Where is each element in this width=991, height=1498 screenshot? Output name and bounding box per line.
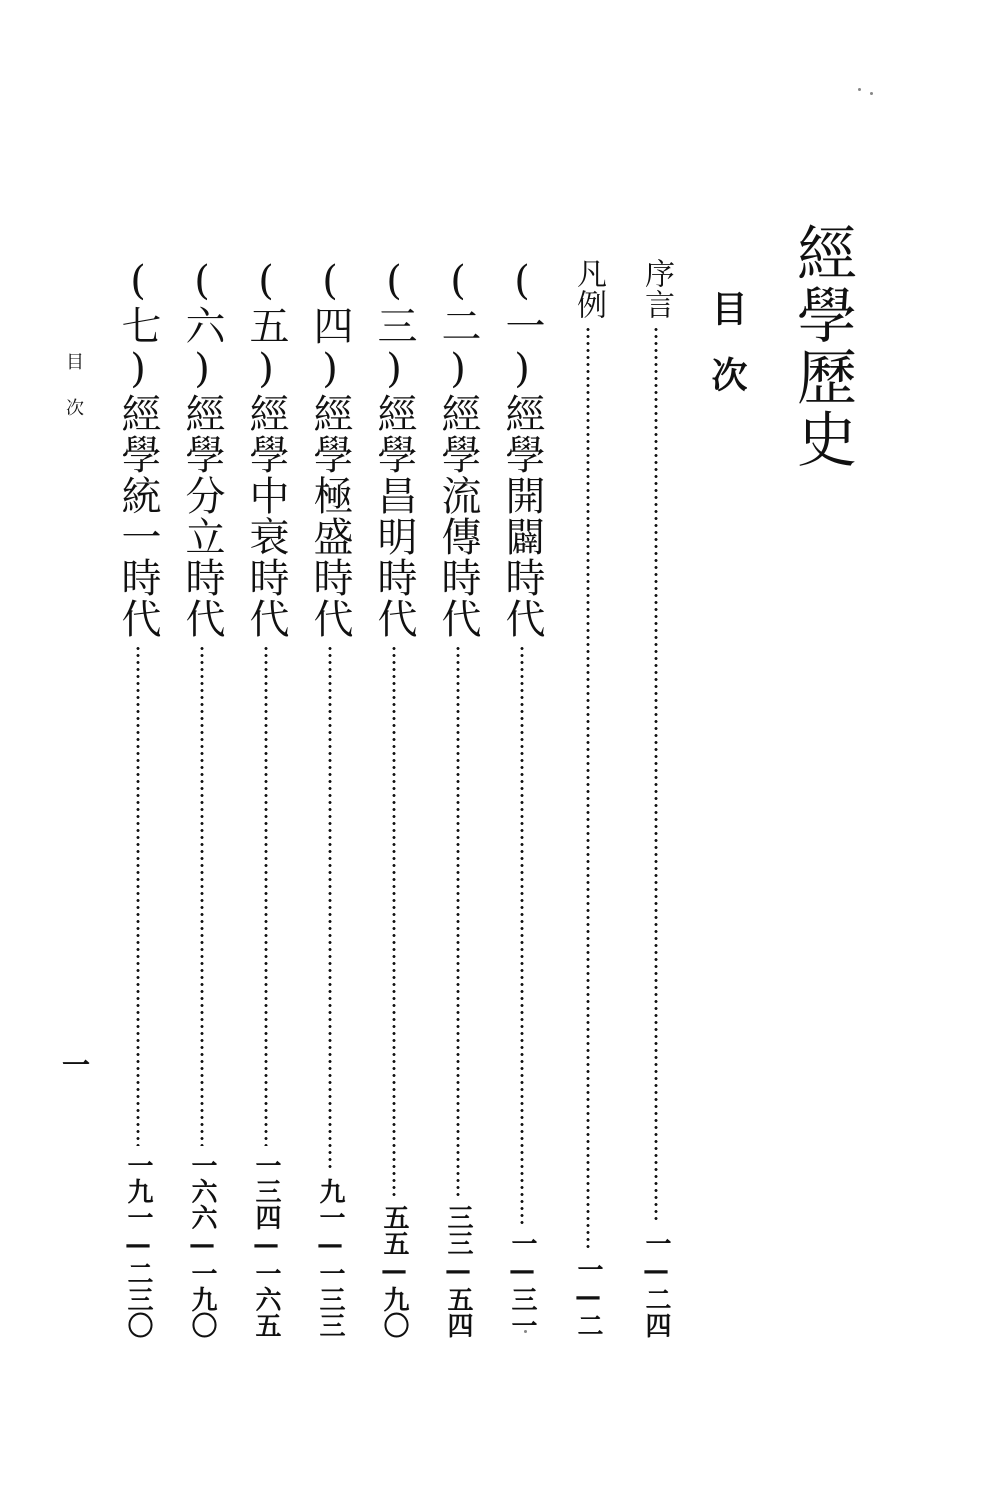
toc-entry-chapter-1[interactable] bbox=[500, 258, 544, 1338]
toc-entry-pages: 一六六—一九〇 bbox=[187, 1152, 217, 1338]
page-number: 一 bbox=[58, 1050, 91, 1078]
toc-entry-label: (五)經學中衰時代 bbox=[243, 258, 289, 639]
toc-entry-label: 凡例 bbox=[571, 258, 606, 320]
toc-entry-pages: 一九一—二三〇 bbox=[123, 1152, 153, 1338]
toc-entry-chapter-3[interactable] bbox=[372, 258, 416, 1338]
toc-entry-chapter-7[interactable] bbox=[116, 258, 160, 1338]
toc-entry-pages: 一—二 bbox=[573, 1256, 603, 1338]
contents-heading: 目次 bbox=[706, 290, 747, 422]
running-head: 目次 bbox=[63, 352, 84, 444]
leader-dots bbox=[264, 645, 268, 1146]
toc-entry-label: (二)經學流傳時代 bbox=[435, 258, 481, 639]
toc-entry-label: (七)經學統一時代 bbox=[115, 258, 161, 639]
scan-speck bbox=[858, 88, 861, 91]
toc-entry-label: (四)經學極盛時代 bbox=[307, 258, 353, 639]
leader-dots bbox=[456, 645, 460, 1198]
toc-entry-pages: 一—三一 bbox=[507, 1230, 537, 1338]
toc-entry-chapter-5[interactable] bbox=[244, 258, 288, 1338]
toc-entry-conventions[interactable] bbox=[566, 258, 610, 1338]
leader-dots bbox=[200, 645, 204, 1146]
toc-entry-pages: 一三四—一六五 bbox=[251, 1152, 281, 1338]
toc-entry-chapter-6[interactable] bbox=[180, 258, 224, 1338]
scan-speck bbox=[870, 92, 873, 95]
toc-entry-preface[interactable] bbox=[634, 258, 678, 1338]
leader-dots bbox=[520, 645, 524, 1224]
toc-entry-label: 序言 bbox=[639, 258, 674, 320]
leader-dots bbox=[392, 645, 396, 1198]
toc-entry-label: (三)經學昌明時代 bbox=[371, 258, 417, 639]
toc-entry-pages: 一—二四 bbox=[641, 1230, 671, 1338]
toc-entry-pages: 九一—一三三 bbox=[315, 1178, 345, 1338]
toc-entry-chapter-2[interactable] bbox=[436, 258, 480, 1338]
leader-dots bbox=[586, 326, 590, 1250]
toc-entry-pages: 五五—九〇 bbox=[379, 1204, 409, 1338]
leader-dots bbox=[136, 645, 140, 1146]
leader-dots bbox=[654, 326, 658, 1224]
toc-entry-label: (一)經學開闢時代 bbox=[499, 258, 545, 639]
toc-entry-label: (六)經學分立時代 bbox=[179, 258, 225, 639]
toc-entry-chapter-4[interactable] bbox=[308, 258, 352, 1338]
leader-dots bbox=[328, 645, 332, 1172]
book-title: 經學歷史 bbox=[787, 222, 857, 470]
toc-entry-pages: 三三—五四 bbox=[443, 1204, 473, 1338]
